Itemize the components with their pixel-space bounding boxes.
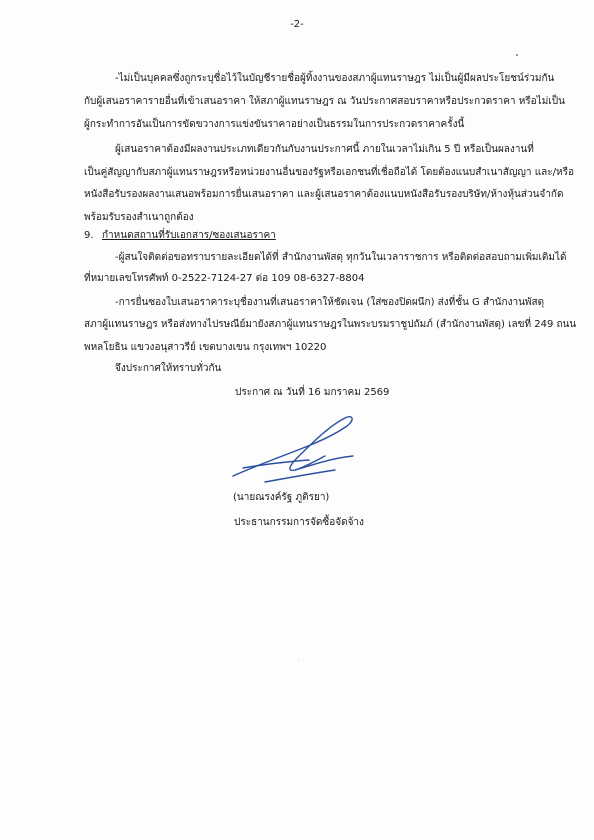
announcement-date: ประกาศ ณ วันที่ 16 มกราคม 2569 [235, 387, 390, 398]
section-9-heading: กำหนดสถานที่รับเอกสาร/ซองเสนอราคา [102, 230, 276, 241]
paragraph-line: -ผู้สนใจติดต่อขอทราบรายละเอียดได้ที่ สำนักงานพัสดุ ทุกวันในเวลาราชการ หรือติดต่อสอบถามเพิ่มเติมได้ [115, 252, 567, 263]
closing-line: จึงประกาศให้ทราบทั่วกัน [115, 363, 222, 374]
paragraph-line: กับผู้เสนอราคารายอื่นที่เข้าเสนอราคา ให้สภาผู้แทนราษฎร ณ วันประกาศสอบราคาหรือประกวดราคา หรือไม่เป็น [84, 96, 565, 107]
section-9-number: 9. [84, 230, 94, 241]
signatory-position: ประธานกรรมการจัดซื้อจัดจ้าง [234, 517, 364, 528]
paragraph-line: ผู้กระทำการอันเป็นการขัดขวางการแข่งขันราคาอย่างเป็นธรรมในการประกวดราคาครั้งนี้ [84, 119, 465, 130]
paragraph-line: พหลโยธิน แขวงอนุสาวรีย์ เขตบางเขน กรุงเทพฯ 10220 [84, 342, 327, 353]
handwritten-signature [225, 398, 365, 488]
signatory-name: (นายณรงค์รัฐ ภูติรยา) [233, 492, 330, 503]
paragraph-line: หนังสือรับรองผลงานเสนอพร้อมการยื่นเสนอราคา และผู้เสนอราคาต้องแนบหนังสือรับรองบริษัท/ห้างหุ้นส่วนจำกัด [84, 189, 564, 200]
paragraph-line: พร้อมรับรองสำเนาถูกต้อง [84, 212, 194, 223]
paragraph-line: ผู้เสนอราคาต้องมีผลงานประเภทเดียวกันกับงานประกาศนี้ ภายในเวลาไม่เกิน 5 ปี หรือเป็นผลงานที่ [115, 144, 534, 155]
paragraph-line: -ไม่เป็นบุคคลซึ่งถูกระบุชื่อไว้ในบัญชีรายชื่อผู้ทิ้งงานของสภาผู้แทนราษฎร ไม่เป็นผู้มีผลประโยชน์ร่วมกัน [115, 73, 555, 84]
page-number: -2- [290, 19, 304, 30]
paragraph-line: -การยื่นซองใบเสนอราคาระบุชื่องานที่เสนอราคาให้ชัดเจน (ใส่ซองปิดผนึก) ส่งที่ชั้น G สำนักงานพัสดุ [115, 297, 545, 308]
paragraph-line: ที่หมายเลขโทรศัพท์ 0-2522-7124-27 ต่อ 109 08-6327-8804 [84, 273, 365, 284]
paragraph-line: เป็นคู่สัญญากับสภาผู้แทนราษฎรหรือหน่วยงานอื่นของรัฐหรือเอกชนที่เชื่อถือได้ โดยต้องแนบสำเนาสัญญา และ/หรือ [84, 167, 574, 178]
paragraph-line: สภาผู้แทนราษฎร หรือส่งทางไปรษณีย์มายังสภาผู้แทนราษฎรในพระบรมราชูปถัมภ์ (สำนักงานพัสดุ) เลขที่ 249 ถนน [84, 319, 577, 330]
